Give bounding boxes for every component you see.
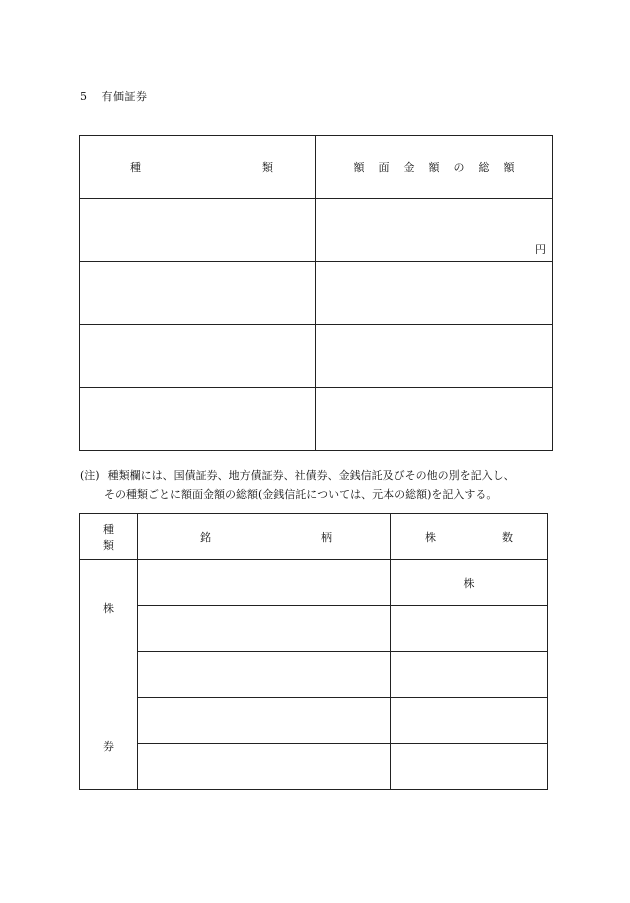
footnote (80, 466, 570, 504)
note-mark: (注) (80, 469, 100, 482)
table-row (80, 199, 553, 262)
stock-detail-table (79, 513, 548, 790)
face-value-cell[interactable] (316, 262, 553, 325)
face-value-cell[interactable] (316, 388, 553, 451)
shares-cell[interactable] (391, 606, 548, 652)
note-line-1: 種類欄には、国債証券、地方債証券、社債券、金銭信託及びその他の別を記入し、 (107, 469, 515, 482)
type-cell[interactable] (80, 199, 316, 262)
shares-cell[interactable] (391, 560, 548, 606)
stock-label-top: 株 (103, 602, 114, 615)
stock-category-cell (80, 560, 138, 790)
note-line-2: その種類ごとに額面金額の総額(金銭信託については、元本の総額)を記入する。 (104, 488, 498, 501)
category-header: 種 類 (103, 522, 124, 552)
table-row (80, 698, 548, 744)
table-row (80, 606, 548, 652)
shares-header-char-1: 株 (425, 530, 436, 544)
brand-header-cell (138, 514, 391, 560)
brand-header-char-2: 柄 (321, 530, 332, 544)
table-row (80, 388, 553, 451)
brand-cell[interactable] (138, 606, 391, 652)
face-value-cell[interactable] (316, 325, 553, 388)
type-cell[interactable] (80, 262, 316, 325)
shares-cell[interactable] (391, 744, 548, 790)
type-cell[interactable] (80, 388, 316, 451)
section-number: 5 (80, 90, 88, 103)
face-value-header-cell (316, 136, 553, 199)
table-row (80, 652, 548, 698)
table-row (80, 744, 548, 790)
section-heading (80, 88, 148, 104)
table-row (80, 560, 548, 606)
face-value-header: 額面金額の総額 (353, 161, 529, 174)
type-cell[interactable] (80, 325, 316, 388)
table-header-row (80, 514, 548, 560)
type-header-char-1: 種 (130, 161, 141, 174)
share-unit: 株 (463, 576, 475, 590)
face-value-cell[interactable] (316, 199, 553, 262)
category-header-cell (80, 514, 138, 560)
table-row (80, 262, 553, 325)
table-row (80, 325, 553, 388)
shares-cell[interactable] (391, 652, 548, 698)
shares-header-char-2: 数 (502, 530, 513, 544)
shares-header-cell (391, 514, 548, 560)
brand-cell[interactable] (138, 560, 391, 606)
brand-cell[interactable] (138, 698, 391, 744)
brand-header-char-1: 銘 (200, 530, 211, 544)
type-header-char-2: 類 (262, 161, 273, 174)
brand-cell[interactable] (138, 652, 391, 698)
table-header-row (80, 136, 553, 199)
type-header-cell (80, 136, 316, 199)
shares-cell[interactable] (391, 698, 548, 744)
brand-cell[interactable] (138, 744, 391, 790)
section-title: 有価証券 (101, 90, 148, 103)
stock-label-bottom: 券 (103, 740, 114, 753)
securities-summary-table (79, 135, 553, 451)
yen-unit: 円 (535, 243, 546, 256)
